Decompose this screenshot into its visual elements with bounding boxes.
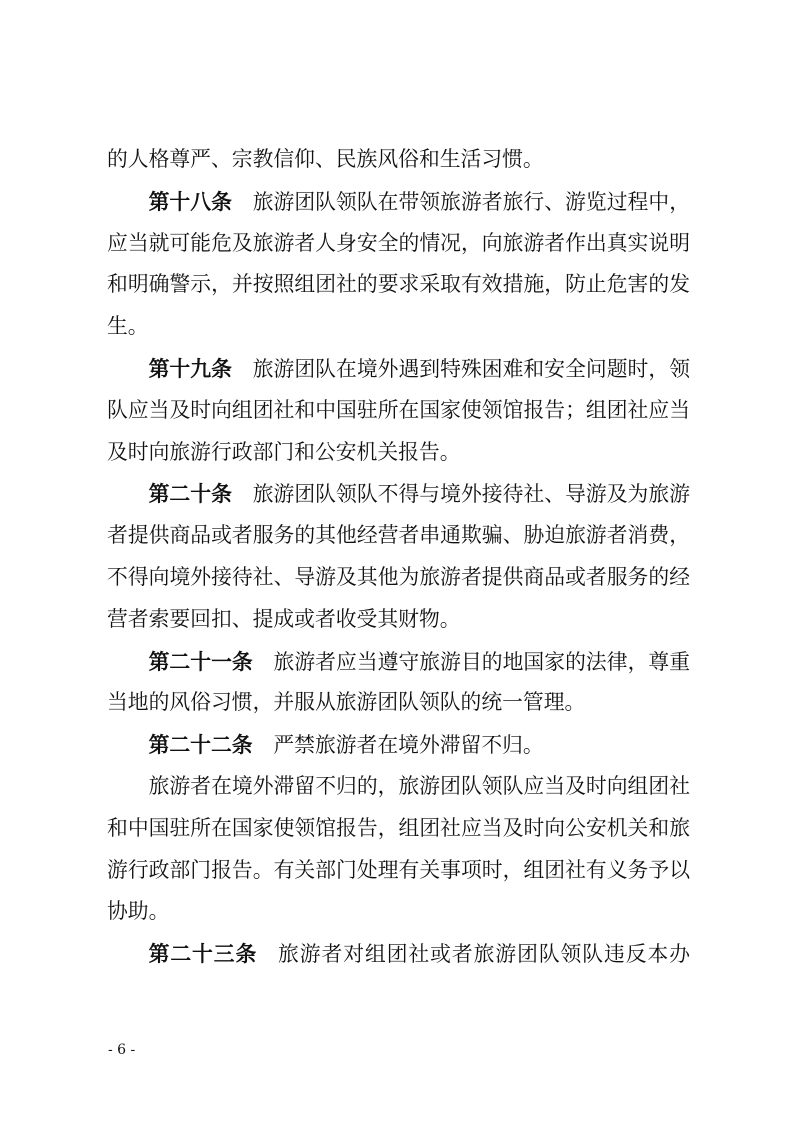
text-line bbox=[107, 139, 690, 181]
article-heading: 第二十二条 bbox=[148, 732, 253, 758]
line-text: 的人格尊严、宗教信仰、民族风俗和生活习惯。 bbox=[107, 147, 544, 171]
line-text: 协助。 bbox=[107, 899, 170, 924]
text-line bbox=[107, 390, 690, 432]
line-text: 不得向境外接待社、导游及其他为旅游者提供商品或者服务的经 bbox=[107, 564, 690, 589]
article-21-heading-line bbox=[107, 641, 690, 683]
text-line bbox=[107, 264, 690, 306]
line-text: 当地的风俗习惯，并服从旅游团队领队的统一管理。 bbox=[107, 690, 586, 715]
document-body bbox=[107, 139, 690, 975]
line-text: 旅游团队领队不得与境外接待社、导游及为旅游 bbox=[252, 482, 690, 507]
line-text: 生。 bbox=[107, 314, 149, 339]
text-line bbox=[107, 766, 690, 808]
article-heading: 第二十条 bbox=[148, 481, 232, 507]
text-line bbox=[107, 599, 690, 641]
line-text: 旅游者应当遵守旅游目的地国家的法律，尊重 bbox=[273, 649, 690, 674]
article-22-heading-line bbox=[107, 724, 690, 766]
line-text: 游行政部门报告。有关部门处理有关事项时，组团社有义务予以 bbox=[107, 857, 690, 882]
article-heading: 第二十三条 bbox=[148, 941, 258, 967]
article-23-heading-line bbox=[107, 933, 690, 975]
text-line bbox=[107, 223, 690, 265]
line-text: 和明确警示，并按照组团社的要求采取有效措施，防止危害的发 bbox=[107, 272, 690, 297]
text-line bbox=[107, 557, 690, 599]
article-20-heading-line bbox=[107, 473, 690, 515]
article-19-heading-line bbox=[107, 348, 690, 390]
text-line bbox=[107, 891, 690, 933]
article-heading: 第十八条 bbox=[148, 188, 232, 214]
text-line bbox=[107, 306, 690, 348]
line-text: 旅游团队领队在带领旅游者旅行、游览过程中， bbox=[252, 189, 690, 214]
article-heading: 第十九条 bbox=[148, 355, 232, 381]
line-text: 营者索要回扣、提成或者收受其财物。 bbox=[107, 606, 461, 631]
page-number: - 6 - bbox=[108, 1042, 136, 1058]
line-text: 及时向旅游行政部门和公安机关报告。 bbox=[107, 439, 461, 464]
article-heading: 第二十一条 bbox=[148, 648, 253, 674]
text-line bbox=[107, 808, 690, 850]
line-text: 严禁旅游者在境外滞留不归。 bbox=[273, 733, 544, 758]
line-text: 和中国驻所在国家使领馆报告，组团社应当及时向公安机关和旅 bbox=[107, 815, 690, 840]
text-line bbox=[107, 682, 690, 724]
text-line bbox=[107, 515, 690, 557]
line-text: 旅游者在境外滞留不归的，旅游团队领队应当及时向组团社 bbox=[148, 773, 690, 798]
line-text: 旅游者对组团社或者旅游团队领队违反本办 bbox=[278, 942, 690, 967]
line-text: 应当就可能危及旅游者人身安全的情况，向旅游者作出真实说明 bbox=[107, 230, 690, 255]
text-line bbox=[107, 432, 690, 474]
line-text: 旅游团队在境外遇到特殊困难和安全问题时，领 bbox=[252, 356, 690, 381]
line-text: 队应当及时向组团社和中国驻所在国家使领馆报告；组团社应当 bbox=[107, 397, 690, 422]
article-18-heading-line bbox=[107, 181, 690, 223]
text-line bbox=[107, 850, 690, 892]
line-text: 者提供商品或者服务的其他经营者串通欺骗、胁迫旅游者消费， bbox=[107, 523, 690, 548]
